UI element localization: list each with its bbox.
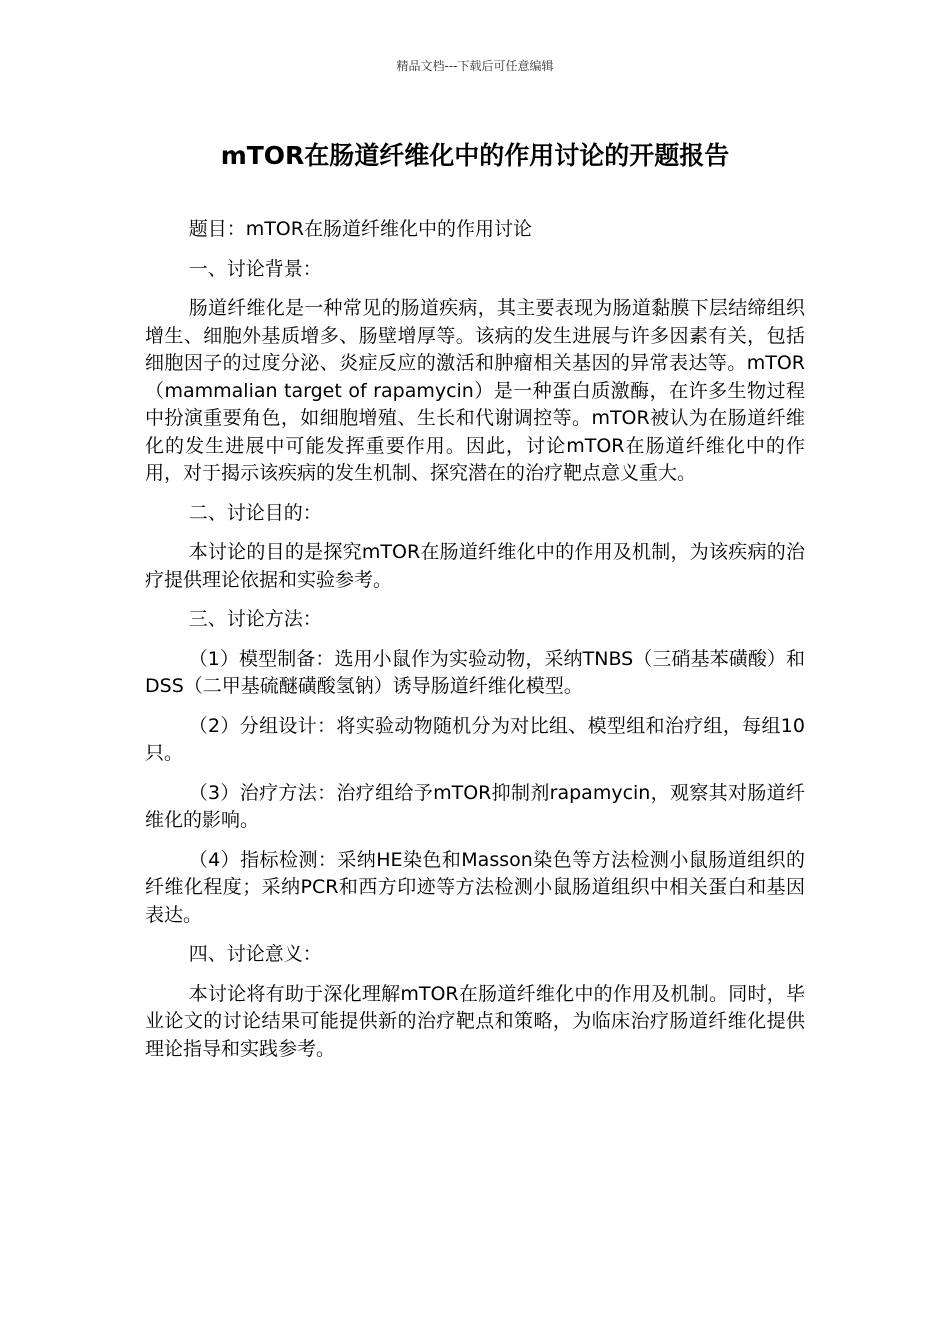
method-item-2: （2）分组设计：将实验动物随机分为对比组、模型组和治疗组，每组10只。 bbox=[145, 714, 805, 764]
significance-paragraph: 本讨论将有助于深化理解mTOR在肠道纤维化中的作用及机制。同时，毕业论文的讨论结果可能提供新的治疗靶点和策略，为临床治疗肠道纤维化提供理论指导和实践参考。 bbox=[145, 982, 805, 1060]
topic-line: 题目：mTOR在肠道纤维化中的作用讨论 bbox=[188, 218, 532, 240]
purpose-paragraph: 本讨论的目的是探究mTOR在肠道纤维化中的作用及机制，为该疾病的治疗提供理论依据和实验参考。 bbox=[145, 541, 805, 591]
method-item-3: （3）治疗方法：治疗组给予mTOR抑制剂rapamycin，观察其对肠道纤维化的影响。 bbox=[145, 781, 805, 831]
method-item-4: （4）指标检测：采纳HE染色和Masson染色等方法检测小鼠肠道组织的纤维化程度；采纳PCR和西方印迹等方法检测小鼠肠道组织中相关蛋白和基因表达。 bbox=[145, 848, 805, 926]
method-item-1: （1）模型制备：选用小鼠作为实验动物，采纳TNBS（三硝基苯磺酸）和DSS（二甲基硫醚磺酸氢钠）诱导肠道纤维化模型。 bbox=[145, 647, 805, 697]
page-header-watermark: 精品文档---下载后可任意编辑 bbox=[396, 59, 554, 73]
section-heading-significance: 四、讨论意义： bbox=[188, 943, 322, 965]
document-title: mTOR在肠道纤维化中的作用讨论的开题报告 bbox=[220, 141, 730, 170]
section-heading-background: 一、讨论背景： bbox=[188, 257, 322, 280]
section-heading-methods: 三、讨论方法： bbox=[188, 608, 322, 630]
section-heading-purpose: 二、讨论目的： bbox=[188, 501, 322, 524]
background-paragraph: 肠道纤维化是一种常见的肠道疾病，其主要表现为肠道黏膜下层结缔组织增生、细胞外基质增多、肠壁增厚等。该病的发生进展与许多因素有关，包括细胞因子的过度分泌、炎症反应的激活和肿瘤相关基因的异常表达等。mTOR（mammalian target of rapamycin）是一种蛋白质激酶，在许多生物过程中扮演重要角色，如细胞增殖、生长和代谢调控等。mTOR被认为在肠道纤维化的发生进展中可能发挥重要作用。因此，讨论mTOR在肠道纤维化中的作用，对于揭示该疾病的发生机制、探究潜在的治疗靶点意义重大。 bbox=[145, 297, 805, 484]
document-body bbox=[145, 216, 805, 1075]
